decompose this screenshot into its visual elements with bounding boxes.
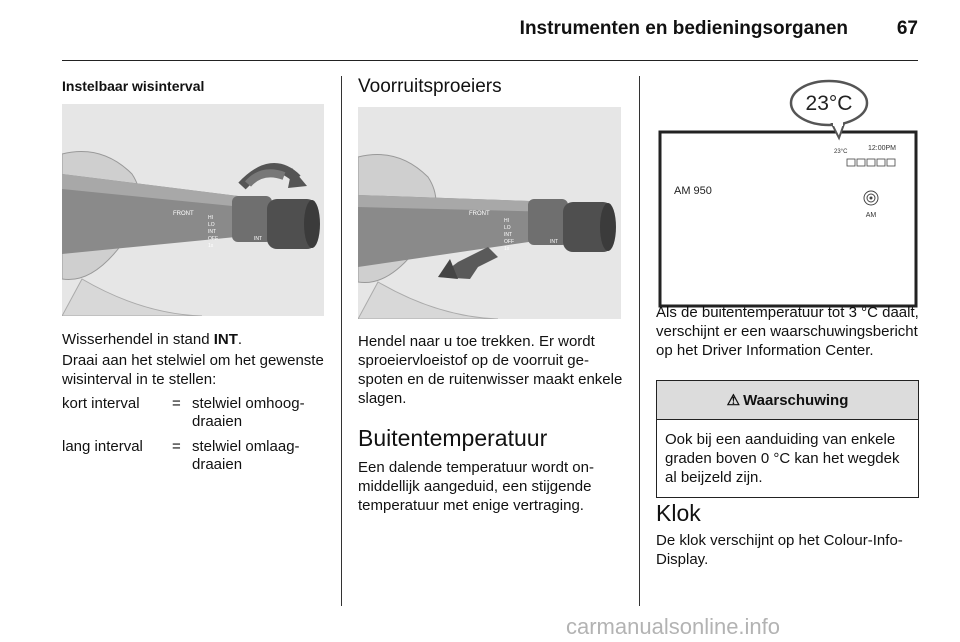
header-rule <box>62 60 918 61</box>
section-heading-washers: Voorruitsproeiers <box>358 76 502 97</box>
info-display-illustration <box>656 76 920 310</box>
svg-text:OFF: OFF <box>504 239 514 245</box>
column-divider-1 <box>341 76 342 606</box>
clock-description-text: De klok verschijnt op het Colour-Info-Display. <box>656 532 903 568</box>
display-clock: 12:00PM <box>868 145 897 152</box>
section-heading-clock: Klok <box>656 500 701 526</box>
wiper-instruction-text: Draai aan het stelwiel om het gewenste wisinterval in te stellen: <box>62 352 324 388</box>
display-station: AM 950 <box>674 185 712 197</box>
temperature-bubble: 23°C <box>805 92 853 115</box>
svg-text:INT: INT <box>208 229 217 235</box>
label-front: FRONT <box>469 211 490 217</box>
wiper-stalk-illustration <box>62 104 324 316</box>
svg-text:INT: INT <box>504 232 513 238</box>
warning-body-text: Ook bij een aanduiding van enkele graden boven 0 °C kan het wegdek al beijzeld zijn. <box>665 431 900 486</box>
figure-info-display <box>656 76 920 310</box>
svg-text:LO: LO <box>504 225 511 231</box>
label-front: FRONT <box>173 211 194 217</box>
washer-instruction-text: Hendel naar u toe trekken. Er wordt sproeiervloeistof op de voorruit gespoten en de ruitenwisser maakt enkele slagen. <box>358 333 623 407</box>
warning-header: ⚠ Waarschuwing <box>657 381 918 420</box>
page-header-title: Instrumenten en bedieningsorganen <box>519 18 848 39</box>
display-small-temp: 23°C <box>834 149 848 155</box>
svg-text:HI: HI <box>208 215 213 221</box>
temperature-description-text: Een dalende temperatuur wordt onmiddellijk aangeduid, een stijgende temperatuur met enige vertraging. <box>358 459 594 514</box>
interval-definition-list <box>62 395 332 481</box>
page-number: 67 <box>896 18 918 39</box>
wiper-stand-text: Wisserhendel in stand INT. <box>62 331 243 348</box>
section-heading-wiper-interval: Instelbaar wisinterval <box>62 78 205 94</box>
svg-text:INT: INT <box>550 239 559 245</box>
washer-stalk-illustration <box>358 107 621 319</box>
figure-wiper-stalk-interval <box>62 104 324 316</box>
list-item: lang interval = stelwiel omlaagdraaien <box>62 438 300 473</box>
column-divider-2 <box>639 76 640 606</box>
display-am-label: AM <box>865 212 877 219</box>
figure-washer-stalk <box>358 107 621 319</box>
svg-text:LO: LO <box>208 222 215 228</box>
section-heading-outside-temperature: Buitentemperatuur <box>358 425 548 451</box>
svg-text:1x: 1x <box>208 243 214 249</box>
svg-text:HI: HI <box>504 218 509 224</box>
warning-box <box>656 380 919 498</box>
watermark: carmanualsonline.info <box>566 614 781 639</box>
svg-text:OFF: OFF <box>208 236 218 242</box>
warning-triangle-icon: ⚠ <box>726 392 741 409</box>
list-item: kort interval = stelwiel omhoogdraaien <box>62 395 305 430</box>
temperature-warning-text: Als de buitentemperatuur tot 3 °C daalt, verschijnt er een waarschuwingsbericht op het Driver Information Center. <box>656 304 919 359</box>
svg-text:1x: 1x <box>504 246 510 252</box>
svg-text:INT: INT <box>254 236 263 242</box>
